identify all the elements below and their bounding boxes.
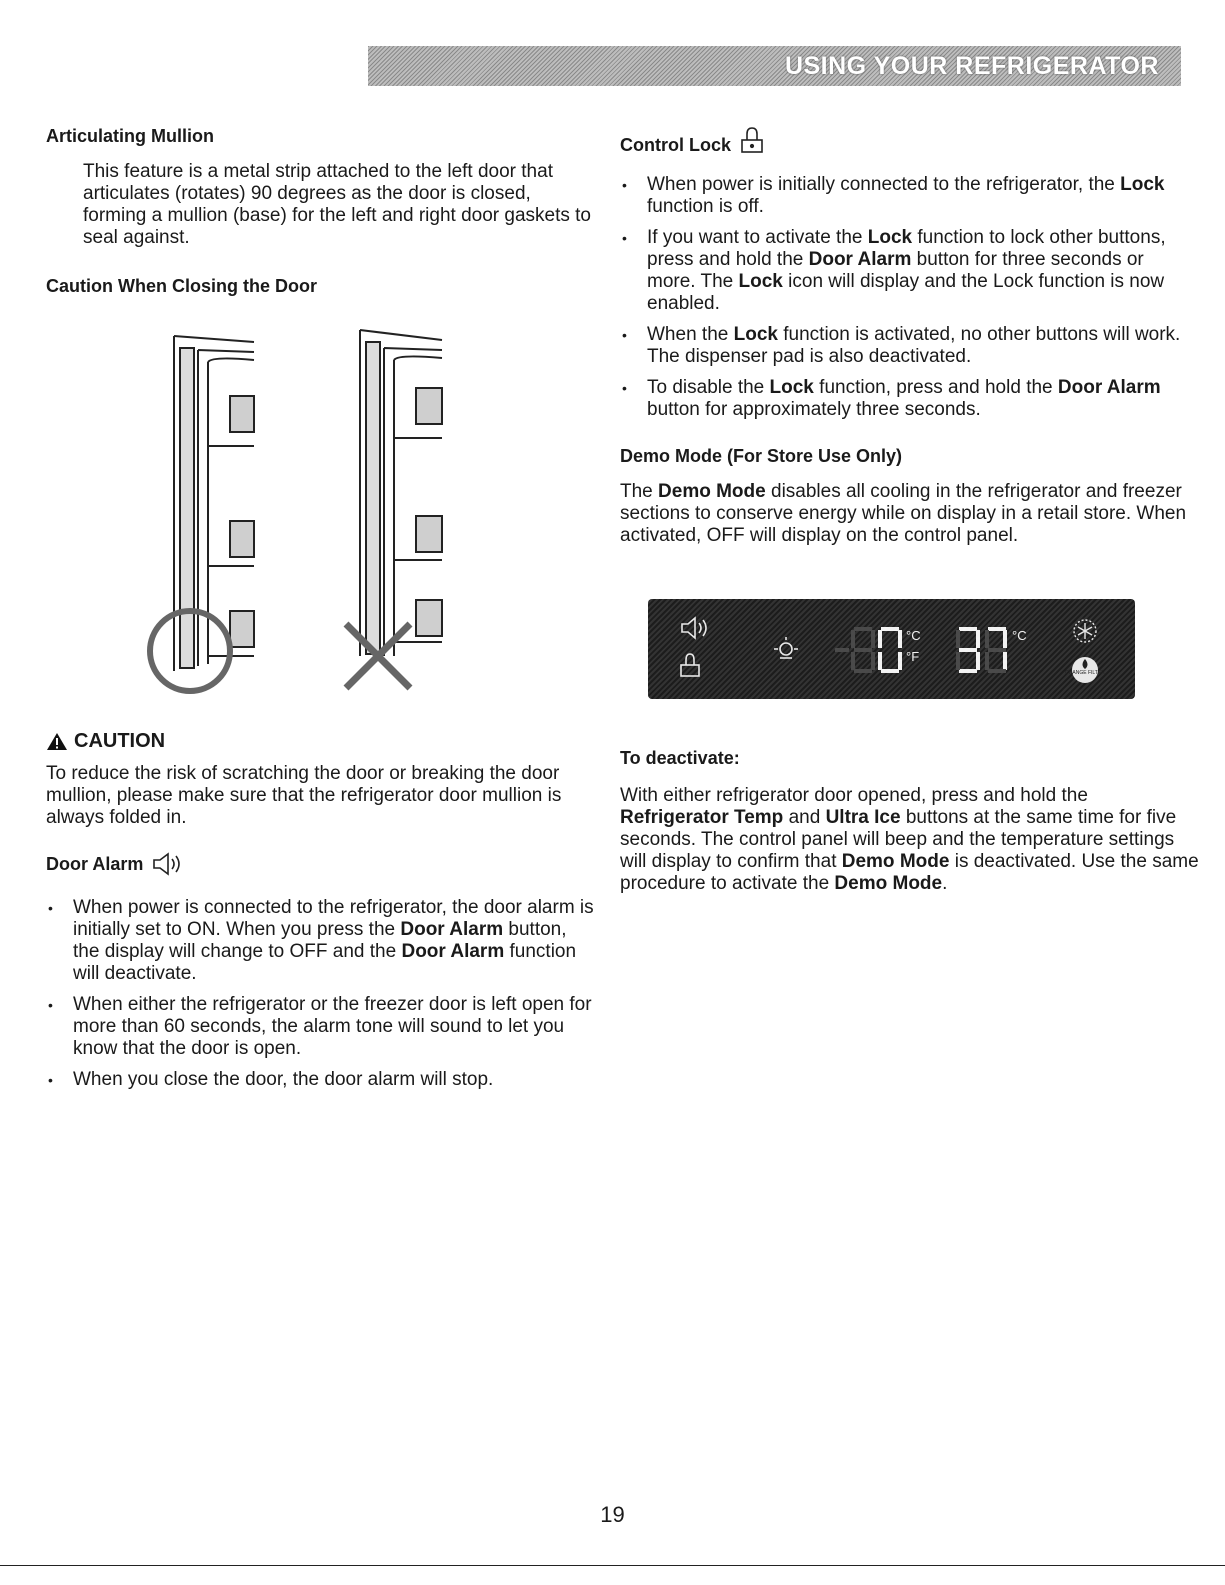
right-column [620,126,1195,547]
section-banner [368,46,1181,86]
page-bottom-rule [0,1565,1225,1566]
control-lock-heading: Control Lock [620,135,731,155]
list-item: • To disable the Lock function, press and hold the Door Alarm button for approximately three seconds. [620,377,1195,421]
unit-celsius-fridge: °C [906,628,921,643]
mullion-heading: Articulating Mullion [46,126,214,146]
door-incorrect-drawing [360,330,442,656]
demo-mode-heading: Demo Mode (For Store Use Only) [620,446,903,466]
caution-title: CAUTION [74,730,166,752]
list-item: • When either the refrigerator or the freezer door is left open for more than 60 seconds, the alarm tone will sound to let you know that the door is open. [46,994,596,1060]
control-lock-heading-row [620,126,1195,156]
caution-section [46,730,596,1100]
speaker-icon [151,851,185,877]
door-alarm-list [46,897,596,1091]
mullion-text: This feature is a metal strip attached to the left door that articulates (rotates) 90 degrees as the door is closed, forming a mullion (base) for the left and right door gaskets to seal against. [83,161,591,248]
page-number: 19 [600,1502,625,1527]
unit-celsius-freezer: °C [1012,628,1027,643]
door-alarm-heading-row [46,851,596,877]
deactivate-heading: To deactivate: [620,748,740,768]
speaker-icon [682,618,706,638]
banner-title: USING YOUR REFRIGERATOR [784,51,1159,80]
list-item: • When you close the door, the door alarm will stop. [46,1069,596,1091]
list-item: • When power is initially connected to the refrigerator, the Lock function is off. [620,174,1195,218]
caution-closing-heading: Caution When Closing the Door [46,276,317,296]
fridge-temp-digits-lit [878,627,902,673]
control-panel-display [648,599,1135,699]
demo-mode-text: The Demo Mode disables all cooling in the refrigerator and freezer sections to conserve energy while on display in a retail store. When activated, OFF will display on the control panel. [620,481,1187,546]
lock-icon [739,126,765,156]
control-lock-list [620,174,1195,421]
deactivate-text: With either refrigerator door opened, press and hold the Refrigerator Temp and Ultra Ice buttons at the same time for five seconds. The control panel will beep and the temperature settings will display to confirm that Demo Mode is deactivated. Use the same procedure to activate the Demo Mode. [620,785,1199,894]
left-column [46,126,596,297]
list-item: • When the Lock function is activated, no other buttons will work. The dispenser pad is also deactivated. [620,324,1195,368]
change-filter-label: CHANGE FILTER [1065,670,1105,676]
list-item: • When power is connected to the refrigerator, the door alarm is initially set to ON. When you press the Door Alarm button, the display will change to OFF and the Door Alarm function will deactivate. [46,897,596,985]
unit-fahrenheit: °F [906,649,920,664]
fridge-temp-digits [835,627,875,673]
door-illustration [132,326,452,696]
snowflake-icon [1074,620,1096,642]
warning-triangle-icon [46,732,68,751]
door-alarm-heading: Door Alarm [46,853,144,874]
list-item: • If you want to activate the Lock function to lock other buttons, press and hold the Door Alarm button for three seconds or more. The Lock icon will display and the Lock function is now enabled. [620,227,1195,315]
light-bulb-icon [774,637,798,658]
deactivate-section [620,748,1200,895]
water-drop-icon [1065,657,1105,683]
lock-icon [681,654,699,676]
caution-title-row [46,730,596,753]
caution-text: To reduce the risk of scratching the door or breaking the door mullion, please make sure that the refrigerator door mullion is always folded in. [46,763,562,828]
